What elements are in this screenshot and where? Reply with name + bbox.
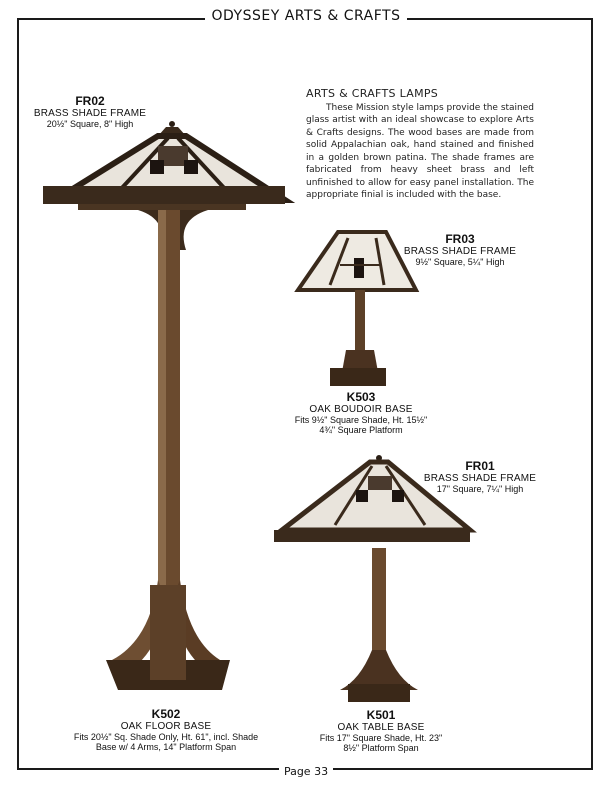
product-spec: 9½" Square, 5¼" High xyxy=(415,257,505,267)
product-spec: Fits 9½" Square Shade, Ht. 15½" xyxy=(294,415,428,425)
product-code: K502 xyxy=(151,707,181,721)
product-code: FR01 xyxy=(465,459,495,473)
fr01-caption xyxy=(418,460,542,494)
product-spec: 17" Square, 7¼" High xyxy=(436,484,524,494)
product-name: BRASS SHADE FRAME xyxy=(403,246,517,257)
product-spec: Fits 17" Square Shade, Ht. 23" xyxy=(319,733,443,743)
k502-caption xyxy=(66,708,266,752)
product-name: OAK FLOOR BASE xyxy=(120,721,212,732)
page-number: Page 33 xyxy=(279,765,333,778)
product-name: BRASS SHADE FRAME xyxy=(423,473,537,484)
boudoir-lamp-image xyxy=(298,232,416,386)
product-name: OAK TABLE BASE xyxy=(337,722,425,733)
k501-caption xyxy=(306,709,456,753)
product-spec-2: 4¾" Square Platform xyxy=(319,425,403,435)
product-code: FR02 xyxy=(75,94,105,108)
floor-lamp-image xyxy=(43,121,285,690)
product-code: FR03 xyxy=(445,232,475,246)
product-spec: 20½" Square, 8" High xyxy=(46,119,134,129)
product-spec: Fits 20½" Sq. Shade Only, Ht. 61", incl. Shade xyxy=(73,732,259,742)
fr02-caption xyxy=(30,95,150,129)
product-spec-2: 8½" Platform Span xyxy=(343,743,419,753)
product-name: OAK BOUDOIR BASE xyxy=(309,404,413,415)
product-code: K501 xyxy=(366,708,396,722)
intro-body: These Mission style lamps provide the stained glass artist with an ideal showcase to explore Arts & Crafts designs. The wood bases are made from solid Appalachian oak, hand stained and finished in a golden brown patina. The shade frames are fabricated from heavy sheet brass and left unfinished to allow for easy panel installation. The appropriate finial is included with the base. xyxy=(306,102,535,200)
fr03-caption xyxy=(400,233,520,267)
product-code: K503 xyxy=(346,390,376,404)
k503-caption xyxy=(286,391,436,435)
product-spec-2: Base w/ 4 Arms, 14" Platform Span xyxy=(95,742,237,752)
product-name: BRASS SHADE FRAME xyxy=(33,108,147,119)
intro-heading: ARTS & CRAFTS LAMPS xyxy=(306,87,439,100)
brand-title: ODYSSEY ARTS & CRAFTS xyxy=(205,8,406,24)
